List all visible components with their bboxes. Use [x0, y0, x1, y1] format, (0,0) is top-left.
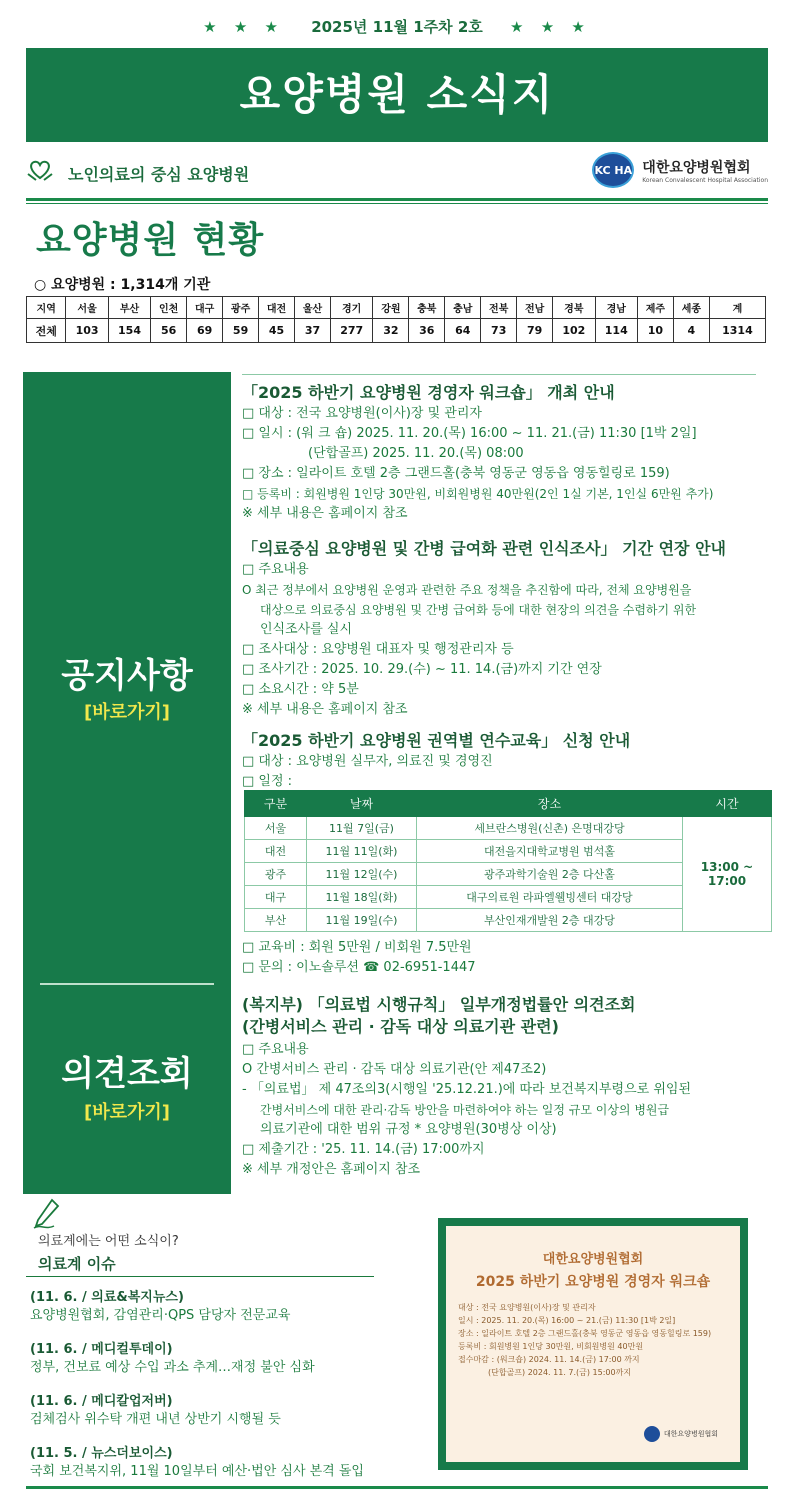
poster-line: 대상 : 전국 요양병원(이사)장 및 관리자	[458, 1303, 596, 1312]
notice-line: □ 조사기간 : 2025. 10. 29.(수) ~ 11. 14.(금)까지 기간 연장	[242, 662, 602, 677]
poster-org: 대한요양병원협회	[542, 1252, 644, 1267]
region-header-cell: 대전	[259, 297, 295, 319]
notice-note: ※ 세부 내용은 홈페이지 참조	[242, 506, 408, 521]
poster-line: (단합골프) 2024. 11. 7.(금) 15:00까지	[488, 1368, 632, 1377]
schedule-cell: 11월 11일(화)	[307, 840, 417, 863]
region-value-cell: 4	[673, 319, 709, 343]
kcha-logo-icon: KC HA	[592, 152, 634, 188]
region-value-cell: 45	[259, 319, 295, 343]
stars-left-icon: ★ ★ ★	[203, 18, 284, 36]
notice-line: O 최근 정부에서 요양병원 운영과 관련한 주요 정책을 추진함에 따라, 전체 요양병원을	[242, 583, 692, 597]
newsletter-title: 요양병원 소식지	[26, 48, 768, 142]
opinion-note: ※ 세부 개정안은 홈페이지 참조	[242, 1162, 421, 1177]
region-header-cell: 인천	[151, 297, 187, 319]
region-header-row	[27, 297, 766, 319]
region-value-cell: 10	[637, 319, 673, 343]
schedule-cell: 서울	[245, 817, 307, 840]
schedule-cell: 세브란스병원(신촌) 은명대강당	[417, 817, 683, 840]
news-item[interactable]	[30, 1341, 386, 1377]
notice-line: □ 조사대상 : 요양병원 대표자 및 행정관리자 등	[242, 642, 514, 657]
news-item[interactable]	[30, 1393, 386, 1429]
region-header-cell: 세종	[673, 297, 709, 319]
notice-line: □ 장소 : 일라이트 호텔 2층 그랜드홀(충북 영동군 영동읍 영동힐링로 159)	[242, 466, 670, 481]
notice-line: □ 일시 : (워 크 숍) 2025. 11. 20.(목) 16:00 ~ 11. 21.(금) 11:30 [1박 2일]	[242, 426, 697, 441]
kcha-logo-icon	[644, 1426, 660, 1442]
schedule-header: 장소	[417, 791, 683, 817]
news-headline: 정부, 건보료 예상 수입 과소 추계…재정 불안 심화	[30, 1360, 315, 1375]
news-title: 의료계 이슈	[38, 1255, 116, 1273]
schedule-header: 시간	[683, 791, 772, 817]
notice-line: □ 등록비 : 회원병원 1인당 30만원, 비회원병원 40만원(2인 1실 기본, 1인실 6만원 추가)	[242, 487, 714, 501]
region-value-cell: 102	[553, 319, 595, 343]
news-intro: 의료계에는 어떤 소식이?	[38, 1234, 179, 1249]
notice-line: □ 대상 : 전국 요양병원(이사)장 및 관리자	[242, 406, 482, 421]
status-title: 요양병원 현황	[36, 220, 265, 261]
region-value-cell: 36	[409, 319, 445, 343]
notice-title: 「2025 하반기 요양병원 권역별 연수교육」 신청 안내	[242, 731, 631, 750]
association-name-en: Korean Convalescent Hospital Association	[642, 176, 768, 184]
schedule-time: 13:00 ~ 17:00	[683, 817, 772, 932]
notice-line: □ 교육비 : 회원 5만원 / 비회원 7.5만원	[242, 940, 472, 955]
notice-line: 인식조사를 실시	[260, 622, 353, 637]
region-value-cell: 전체	[27, 319, 66, 343]
region-header-cell: 대구	[187, 297, 223, 319]
notice-line: (단합골프) 2025. 11. 20.(목) 08:00	[308, 446, 524, 461]
tagline: 노인의료의 중심 요양병원	[68, 165, 250, 184]
opinion-line: - 「의료법」 제 47조의3(시행일 '25.12.21.)에 따라 보건복지부령으로 위임된	[242, 1082, 692, 1097]
notice-title: 「2025 하반기 요양병원 경영자 워크숍」 개최 안내	[242, 383, 615, 402]
notice-line: 대상으로 의료중심 요양병원 및 간병 급여화 등에 대한 현장의 의견을 수렴하기 위한	[260, 603, 697, 617]
region-header-cell: 제주	[637, 297, 673, 319]
notice-item-education	[242, 730, 772, 792]
region-header-cell: 계	[709, 297, 765, 319]
region-value-cell: 64	[445, 319, 481, 343]
opinion-line: O 간병서비스 관리 · 감독 대상 의료기관(안 제47조2)	[242, 1062, 547, 1077]
news-headline: 요양병원협회, 감염관리·QPS 담당자 전문교육	[30, 1308, 291, 1323]
workshop-poster[interactable]	[438, 1218, 748, 1470]
divider	[26, 1276, 374, 1277]
divider	[242, 374, 756, 375]
divider	[26, 1486, 768, 1489]
poster-line: 일시 : 2025. 11. 20.(목) 16:00 ~ 21.(금) 11:30 [1박 2일]	[458, 1316, 676, 1325]
news-headline: 국회 보건복지위, 11월 10일부터 예산·법안 심사 본격 돌입	[30, 1464, 364, 1479]
region-header-cell: 경기	[330, 297, 372, 319]
schedule-header-row	[245, 791, 772, 817]
opinion-line: □ 제출기간 : '25. 11. 14.(금) 17:00까지	[242, 1142, 485, 1157]
poster-line: 접수마감 : (워크숍) 2024. 11. 14.(금) 17:00 까지	[458, 1355, 640, 1364]
poster-title: 2025 하반기 요양병원 경영자 워크숍	[475, 1274, 711, 1290]
opinion-line: □ 주요내용	[242, 1042, 309, 1057]
heart-hands-icon	[26, 158, 54, 182]
region-header-cell: 강원	[373, 297, 409, 319]
notice-line: □ 일정 :	[242, 774, 293, 789]
poster-line: 장소 : 일라이트 호텔 2층 그랜드홀(충북 영동군 영동읍 영동힐링로 159)	[458, 1329, 712, 1338]
schedule-cell: 대전을지대학교병원 범석홀	[417, 840, 683, 863]
region-header-cell: 전남	[517, 297, 553, 319]
hospital-count: ○ 요양병원 : 1,314개 기관	[34, 277, 211, 293]
region-value-cell: 37	[295, 319, 331, 343]
region-value-cell: 103	[66, 319, 108, 343]
schedule-cell: 11월 19일(수)	[307, 909, 417, 932]
schedule-header: 날짜	[307, 791, 417, 817]
news-item[interactable]	[30, 1445, 386, 1481]
notice-line: □ 문의 : 이노솔루션 ☎ 02-6951-1447	[242, 960, 476, 975]
opinion-item	[242, 994, 772, 1180]
notice-title: 「의료중심 요양병원 및 간병 급여화 관련 인식조사」 기간 연장 안내	[242, 539, 726, 558]
news-source: (11. 6. / 메디컬투데이)	[30, 1342, 173, 1357]
stars-right-icon: ★ ★ ★	[510, 18, 591, 36]
schedule-cell: 대구	[245, 886, 307, 909]
schedule-cell: 광주과학기술원 2층 다산홀	[417, 863, 683, 886]
region-header-cell: 충북	[409, 297, 445, 319]
schedule-cell: 11월 7일(금)	[307, 817, 417, 840]
notice-line: □ 주요내용	[242, 562, 309, 577]
issue-number: 2025년 11월 1주차 2호	[311, 18, 483, 36]
region-value-cell: 1314	[709, 319, 765, 343]
notice-item-survey	[242, 538, 772, 720]
schedule-cell: 부산	[245, 909, 307, 932]
news-source: (11. 6. / 메디칼업저버)	[30, 1394, 173, 1409]
schedule-cell: 대전	[245, 840, 307, 863]
region-value-cell: 114	[595, 319, 637, 343]
region-value-cell: 277	[330, 319, 372, 343]
schedule-table	[244, 790, 772, 932]
association-logo[interactable]	[592, 152, 768, 188]
schedule-header: 구분	[245, 791, 307, 817]
region-header-cell: 울산	[295, 297, 331, 319]
region-value-cell: 79	[517, 319, 553, 343]
region-header-cell: 광주	[223, 297, 259, 319]
region-value-row	[27, 319, 766, 343]
schedule-cell: 부산인재개발원 2층 대강당	[417, 909, 683, 932]
region-header-cell: 경북	[553, 297, 595, 319]
opinion-link[interactable]: [바로가기]	[83, 1102, 170, 1123]
poster-line: 등록비 : 회원병원 1인당 30만원, 비회원병원 40만원	[458, 1342, 644, 1351]
poster-logo	[644, 1426, 718, 1442]
notice-line: □ 소요시간 : 약 5분	[242, 682, 359, 697]
notice-item-workshop	[242, 382, 772, 524]
region-header-cell: 지역	[27, 297, 66, 319]
region-value-cell: 59	[223, 319, 259, 343]
news-source: (11. 6. / 의료&복지뉴스)	[30, 1290, 184, 1305]
region-header-cell: 부산	[108, 297, 150, 319]
schedule-cell: 광주	[245, 863, 307, 886]
table-row	[245, 817, 772, 840]
poster-logo-text: 대한요양병원협회	[663, 1430, 718, 1438]
tagline-row	[26, 150, 768, 194]
region-value-cell: 73	[481, 319, 517, 343]
issue-line	[0, 16, 794, 37]
schedule-cell: 11월 12일(수)	[307, 863, 417, 886]
divider	[26, 198, 768, 204]
association-name: 대한요양병원협회	[642, 159, 751, 176]
news-source: (11. 5. / 뉴스더보이스)	[30, 1446, 173, 1461]
schedule-cell: 11월 18일(화)	[307, 886, 417, 909]
region-value-cell: 154	[108, 319, 150, 343]
region-value-cell: 56	[151, 319, 187, 343]
education-footer	[242, 938, 772, 978]
notice-note: ※ 세부 내용은 홈페이지 참조	[242, 702, 408, 717]
region-table	[26, 296, 766, 343]
region-header-cell: 전북	[481, 297, 517, 319]
notice-line: □ 대상 : 요양병원 실무자, 의료진 및 경영진	[242, 754, 493, 769]
schedule-cell: 대구의료원 라파엘웰빙센터 대강당	[417, 886, 683, 909]
news-headline: 검체검사 위수탁 개편 내년 상반기 시행될 듯	[30, 1412, 281, 1427]
region-value-cell: 69	[187, 319, 223, 343]
notice-label: 공지사항	[61, 656, 193, 696]
band-divider	[40, 983, 214, 985]
opinion-title: (복지부) 「의료법 시행규칙」 일부개정법률안 의견조회	[242, 995, 636, 1014]
news-section	[26, 1198, 386, 1481]
opinion-label: 의견조회	[61, 1054, 193, 1094]
opinion-subtitle: (간병서비스 관리 · 감독 대상 의료기관 관련)	[242, 1017, 559, 1036]
region-header-cell: 서울	[66, 297, 108, 319]
opinion-line: 간병서비스에 대한 관리·감독 방안을 마련하여야 하는 일정 규모 이상의 병원급	[260, 1103, 670, 1117]
notice-link[interactable]: [바로가기]	[83, 702, 170, 723]
opinion-line: 의료기관에 대한 범위 규정 * 요양병원(30병상 이상)	[260, 1122, 557, 1137]
region-value-cell: 32	[373, 319, 409, 343]
pen-icon	[30, 1198, 60, 1232]
news-item[interactable]	[30, 1289, 386, 1325]
region-header-cell: 경남	[595, 297, 637, 319]
region-header-cell: 충남	[445, 297, 481, 319]
